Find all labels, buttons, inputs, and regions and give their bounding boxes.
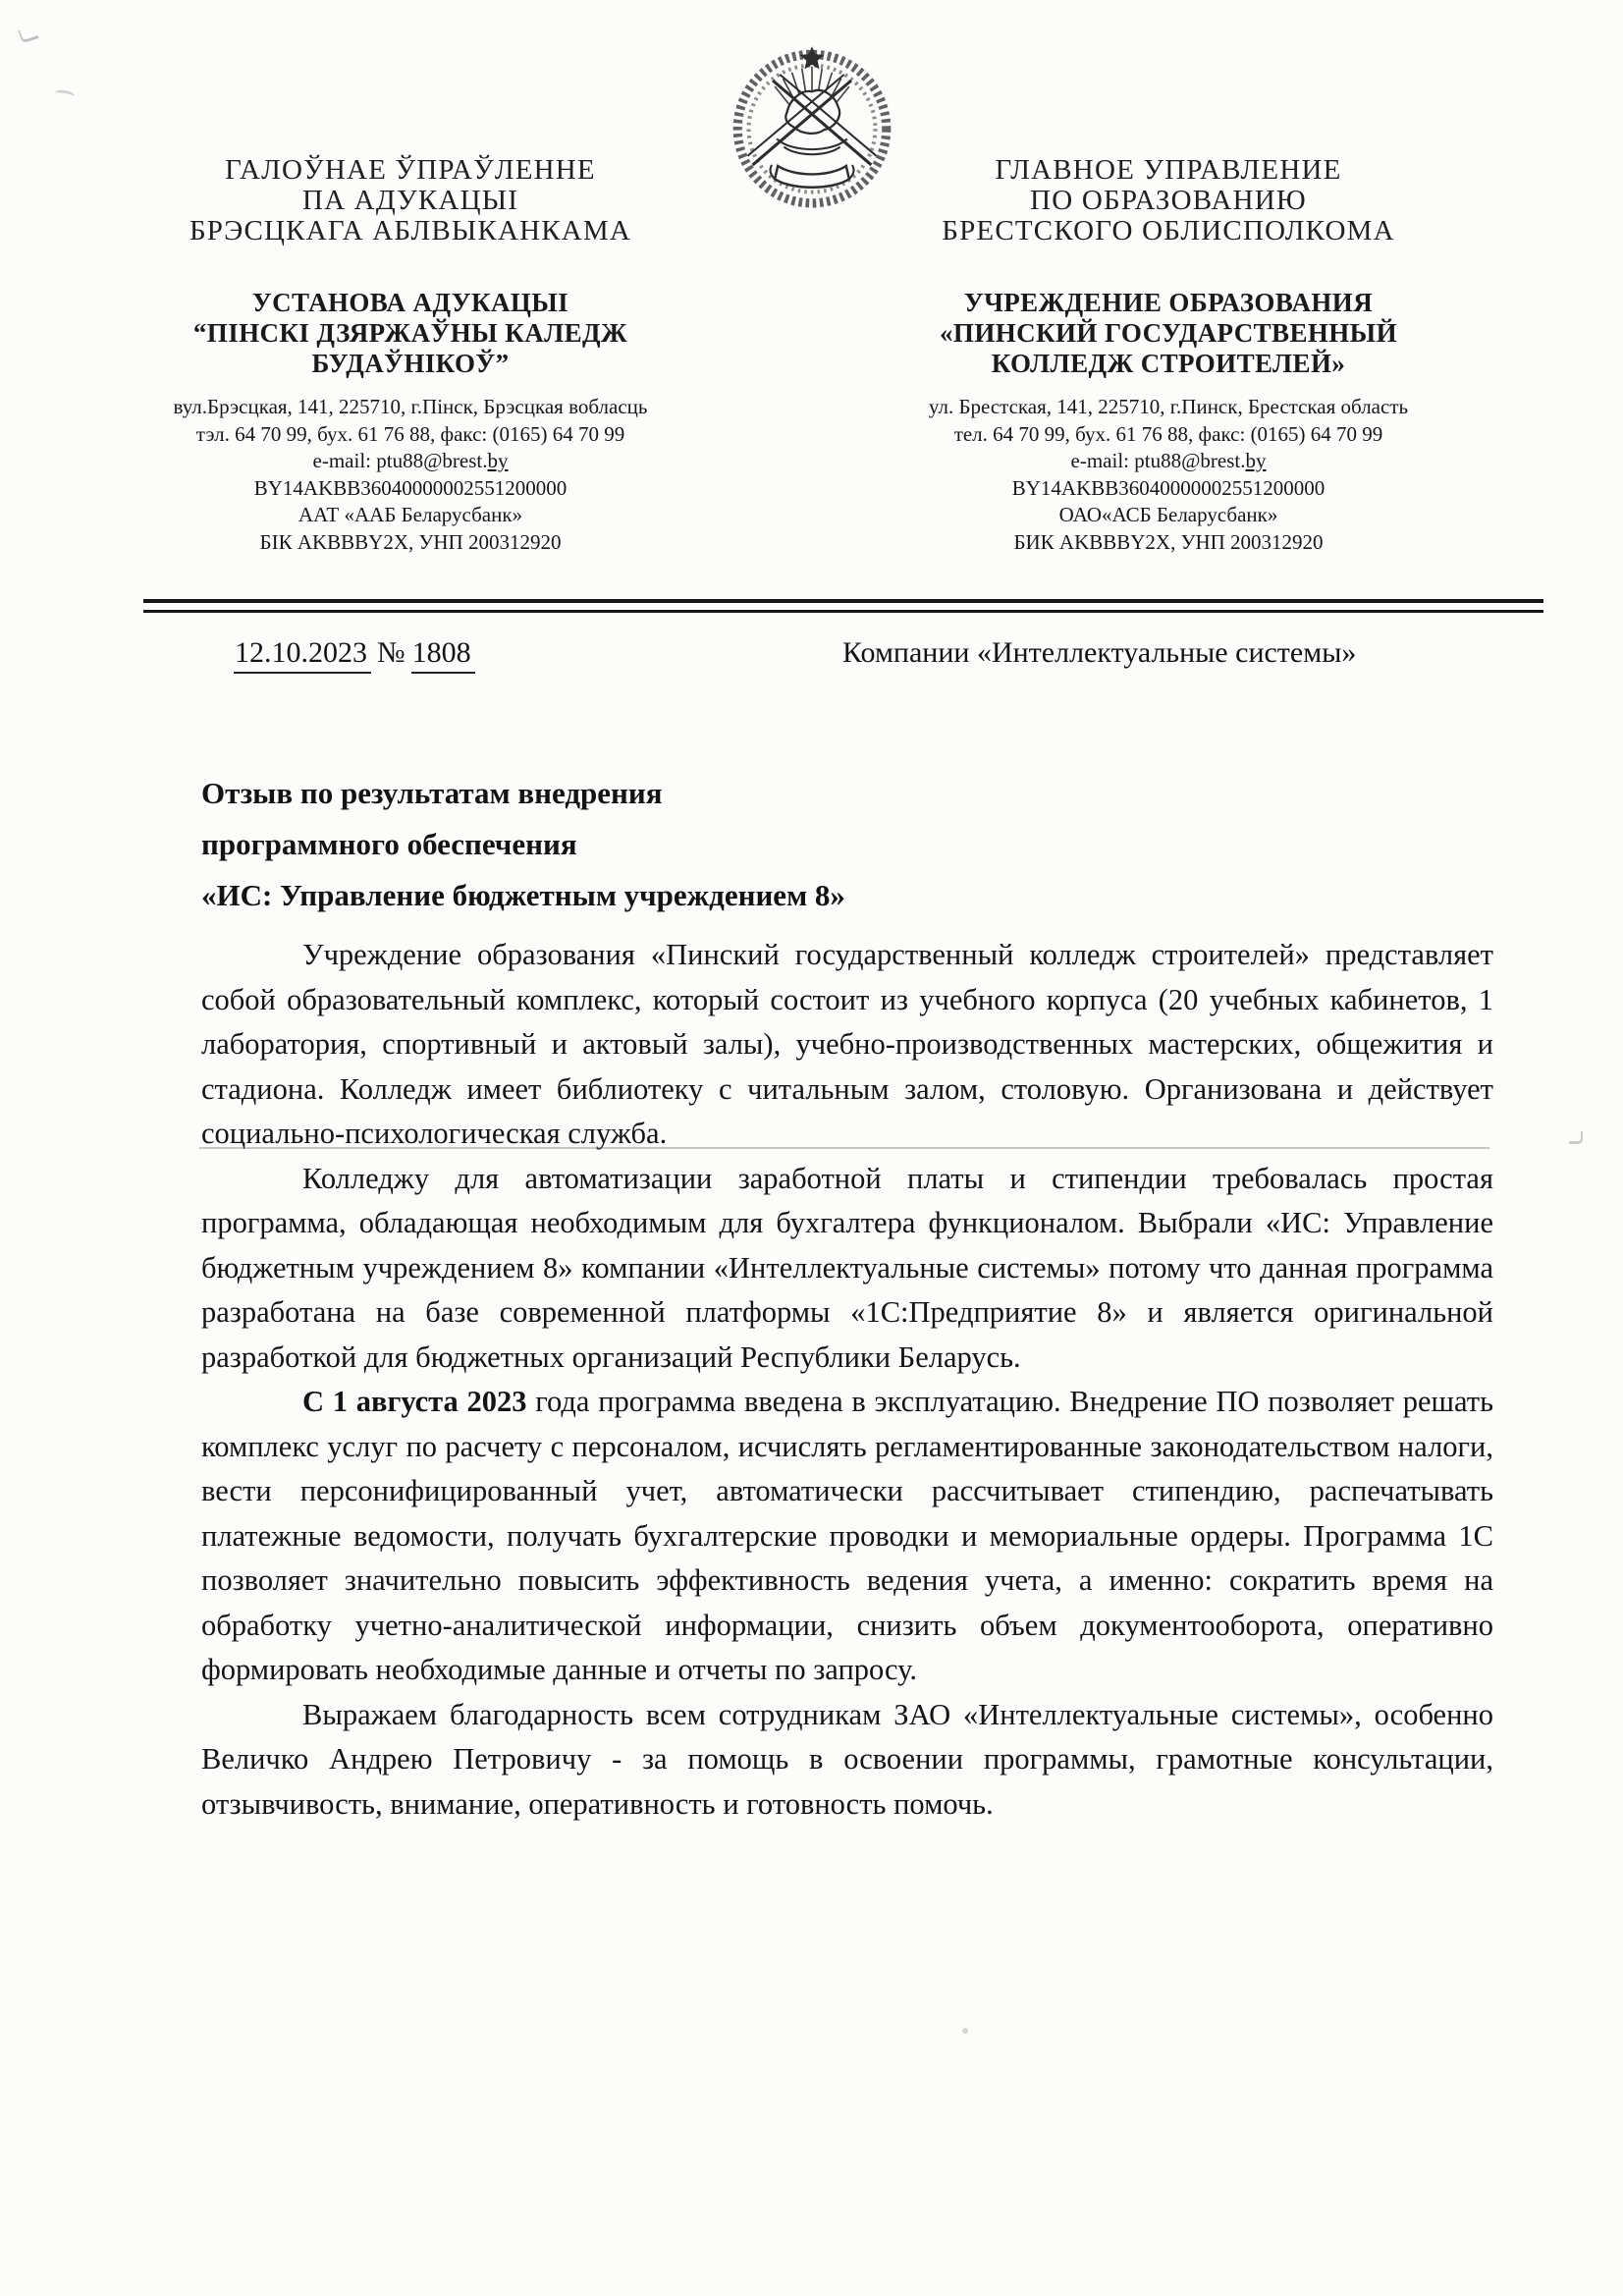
address-line: вул.Брэсцкая, 141, 225710, г.Пінск, Брэсцкая вобласць <box>173 395 648 418</box>
contact-details-ru <box>864 394 1473 556</box>
document-date: 12.10.2023 <box>234 636 371 674</box>
institution-name-ru <box>864 288 1473 379</box>
addressee: Компании «Интеллектуальные системы» <box>842 636 1357 669</box>
codes-line: БІК AKBBBY2X, УНП 200312920 <box>259 529 562 554</box>
scan-artifact <box>1569 1131 1583 1144</box>
bank-line: ОАО«АСБ Беларусбанк» <box>1058 503 1278 526</box>
title-line: Отзыв по результатам внедрения <box>201 776 663 810</box>
email-domain: by <box>487 449 509 472</box>
reference-line <box>234 636 475 674</box>
institution-line: КОЛЛЕДЖ СТРОИТЕЛЕЙ» <box>991 349 1346 378</box>
phones-line: тэл. 64 70 99, бух. 61 76 88, факс: (0165) 64 70 99 <box>195 421 625 446</box>
paragraph-2: Колледжу для автоматизации заработной платы и стипендии требовалась простая программа, обладающая необходимым для бухгалтера функционалом. Выбрали «ИС: Управление бюджетным учреждением 8» компании «Интеллектуальные системы» потому что данная программа разработана на базе современной платформы «1С:Предприятие 8» и является оригинальной разработкой для бюджетных организаций Республики Беларусь. <box>201 1161 1493 1374</box>
email-domain: by <box>1245 449 1267 472</box>
institution-name-by <box>116 288 705 379</box>
codes-line: БИК AKBBBY2X, УНП 200312920 <box>1013 529 1324 554</box>
authority-line: ПО ОБРАЗОВАНИЮ <box>1030 185 1307 216</box>
institution-line: УЧРЕЖДЕНИЕ ОБРАЗОВАНИЯ <box>963 288 1374 317</box>
letter-body <box>201 933 1493 1827</box>
title-line: «ИС: Управление бюджетным учреждением 8» <box>201 878 845 912</box>
address-line: ул. Брестская, 141, 225710, г.Пинск, Брестская область <box>928 395 1409 418</box>
paragraph-3 <box>201 1380 1493 1693</box>
bank-line: ААТ «ААБ Беларусбанк» <box>298 503 523 526</box>
authority-name-by <box>116 155 705 246</box>
title-line: программного обеспечения <box>201 827 577 861</box>
paragraph-4: Выражаем благодарность всем сотрудникам ЗАО «Интеллектуальные системы», особенно Величко Андрею Петровичу - за помощь в освоении программы, грамотные консультации, отзывчивость, внимание, оперативность и готовность помочь. <box>201 1697 1493 1821</box>
iban-line: BY14AKBB36040000002551200000 <box>1011 475 1325 500</box>
authority-line: ПА АДУКАЦЫІ <box>301 185 519 216</box>
paragraph-3-bold-lead: С 1 августа 2023 <box>302 1385 527 1418</box>
authority-line: ГАЛОЎНАЕ ЎПРАЎЛЕННЕ <box>225 154 596 186</box>
paragraph-1: Учреждение образования «Пинский государственный колледж строителей» представляет собой образовательный комплекс, который состоит из учебного корпуса (20 учебных кабинетов, 1 лаборатория, спортивный и актовый залы), учебно-производственных мастерских, общежития и стадиона. Колледж имеет библиотеку с читальным залом, столовую. Организована и действует социально-психологическая служба. <box>201 938 1493 1150</box>
letterhead-divider <box>143 599 1543 613</box>
institution-line: “ПІНСКІ ДЗЯРЖАЎНЫ КАЛЕДЖ <box>192 318 628 348</box>
institution-line: «ПИНСКИЙ ГОСУДАРСТВЕННЫЙ <box>940 318 1397 348</box>
authority-name-ru <box>864 155 1473 246</box>
authority-line: БРЕСТСКОГО ОБЛИСПОЛКОМА <box>942 215 1395 246</box>
email-line: e-mail: ptu88@brest.by <box>1070 449 1267 472</box>
institution-line: УСТАНОВА АДУКАЦЫІ <box>251 288 569 317</box>
scan-artifact <box>18 26 38 44</box>
phones-line: тел. 64 70 99, бух. 61 76 88, факс: (0165) 64 70 99 <box>953 421 1383 446</box>
institution-line: БУДАЎНІКОЎ” <box>311 349 510 378</box>
scan-artifact <box>962 2028 968 2034</box>
document-number: 1808 <box>411 636 475 674</box>
authority-line: БРЭСЦКАГА АБЛВЫКАНКАМА <box>189 215 632 246</box>
document-title <box>201 768 1144 921</box>
paragraph-3-rest: года программа введена в эксплуатацию. Внедрение ПО позволяет решать комплекс услуг по расчету с персоналом, исчислять регламентированные законодательством налоги, вести персонифицированный учет, автоматически рассчитывает стипендию, распечатывать платежные ведомости, получать бухгалтерские проводки и мемориальные ордеры. Программа 1С позволяет значительно повысить эффективность ведения учета, а именно: сократить время на обработку учетно-аналитической информации, снизить объем документооборота, оперативно формировать необходимые данные и отчеты по запросу. <box>201 1385 1493 1686</box>
authority-line: ГЛАВНОЕ УПРАВЛЕНИЕ <box>995 154 1342 186</box>
email-line: e-mail: ptu88@brest.by <box>312 449 509 472</box>
scan-artifact <box>54 88 75 100</box>
number-sign: № <box>377 636 406 669</box>
contact-details-by <box>116 394 705 556</box>
iban-line: BY14AKBB36040000002551200000 <box>253 475 568 500</box>
